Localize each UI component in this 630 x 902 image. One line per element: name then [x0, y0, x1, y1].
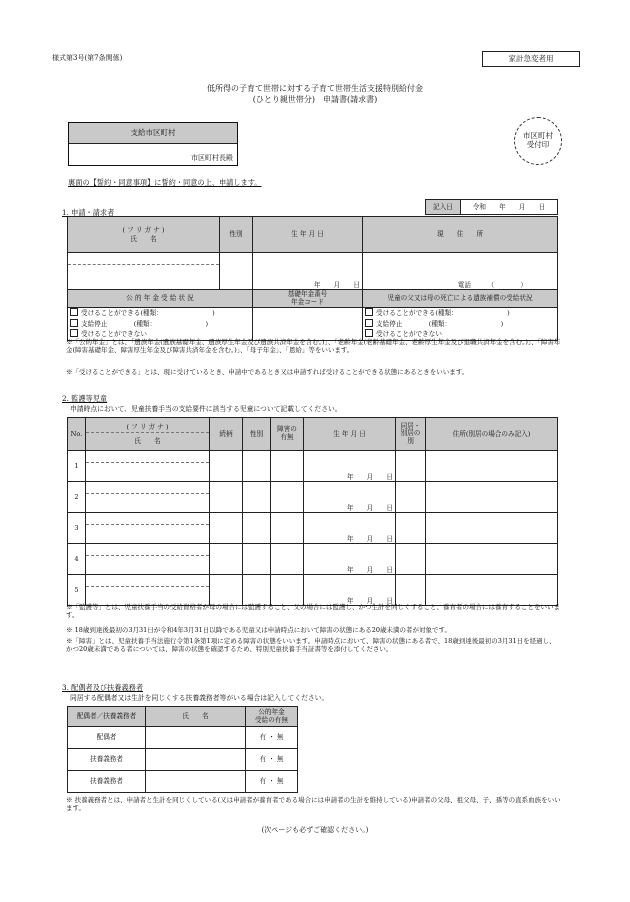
- child-name-input[interactable]: [86, 482, 210, 513]
- child-name-input[interactable]: [86, 544, 210, 575]
- gender-header: 性別: [220, 217, 253, 253]
- child-birthdate-input[interactable]: 年 月 日: [304, 575, 396, 606]
- child-cohabit-input[interactable]: [396, 575, 426, 606]
- col-birthdate: 生 年 月 日: [304, 418, 396, 451]
- child-relation-input[interactable]: [210, 544, 243, 575]
- child-gender-input[interactable]: [243, 544, 271, 575]
- pension-option-receivable[interactable]: 受けることができる(種類： ): [70, 308, 250, 319]
- child-disability-input[interactable]: [271, 513, 304, 544]
- furigana-label: ( フ リ ガ ナ ): [122, 226, 165, 235]
- role-dependent: 扶養義務者: [68, 749, 146, 771]
- col-furigana-name: [86, 418, 210, 451]
- checkbox[interactable]: [70, 319, 78, 327]
- section2-note-2: ※ 18歳到達後最初の3月31日が令和4年3月31日以降である児童又は申請時点において障害の状態にある20歳未満の者が対象です。: [66, 626, 452, 634]
- child-gender-input[interactable]: [243, 482, 271, 513]
- table-row: [68, 575, 558, 606]
- child-address-input[interactable]: [426, 451, 558, 482]
- section1-note-2: ※「受けることができる」とは、現に受けているとき、申請中であるとき又は申請すれば受けることができる状態にあるときをいいます。: [66, 368, 469, 376]
- title-line-1: 低所得の子育て世帯に対する子育て世帯生活支援特別給付金: [207, 84, 423, 93]
- row-number: 1: [68, 451, 86, 482]
- checkbox[interactable]: [365, 319, 373, 327]
- child-cohabit-input[interactable]: [396, 451, 426, 482]
- pension-number-header: 基礎年金番号 年金コード: [253, 290, 363, 308]
- municipality-box: [68, 122, 238, 166]
- section3-note: ※ 扶養義務者とは、申請者と生計を同じくしている(又は申請者が養育者である場合には申請者の生計を維持している)申請者の父母、祖父母、子、孫等の直系血族をいいます。: [66, 796, 561, 813]
- checkbox[interactable]: [70, 329, 78, 337]
- row-number: 2: [68, 482, 86, 513]
- section1-heading: 1. 申請・請求者: [62, 208, 115, 217]
- stamp-line-2: 受付印: [526, 140, 550, 150]
- birthdate-input[interactable]: 年 月 日: [253, 253, 363, 290]
- child-name-input[interactable]: [86, 451, 210, 482]
- table-row: [68, 544, 558, 575]
- child-cohabit-input[interactable]: [396, 544, 426, 575]
- bereaved-option-receivable[interactable]: 受けることができる(種類： ): [365, 308, 555, 319]
- section3-heading: 3. 配偶者及び扶養義務者: [62, 683, 144, 692]
- name-label: 氏 名: [130, 234, 157, 243]
- child-disability-input[interactable]: [271, 451, 304, 482]
- child-name-input[interactable]: [86, 575, 210, 606]
- table-row: [68, 482, 558, 513]
- child-disability-input[interactable]: [271, 482, 304, 513]
- bereaved-option-suspended[interactable]: 支給停止 (種類： ): [365, 319, 555, 330]
- col-disability: 障害の 有無: [271, 418, 304, 451]
- reception-stamp: [514, 117, 562, 165]
- role-dependent: 扶養義務者: [68, 771, 146, 793]
- municipality-label: 支給市区町村: [69, 123, 237, 144]
- bereaved-status-header: 児童の父又は母の死亡による遺族補償の受給状況: [363, 290, 558, 308]
- pension-number-input[interactable]: [253, 308, 363, 341]
- table-row: [68, 749, 298, 771]
- table-row: [68, 513, 558, 544]
- child-address-input[interactable]: [426, 544, 558, 575]
- entry-date: [425, 199, 558, 215]
- child-relation-input[interactable]: [210, 575, 243, 606]
- child-gender-input[interactable]: [243, 513, 271, 544]
- child-birthdate-input[interactable]: 年 月 日: [304, 451, 396, 482]
- col-no: No.: [68, 418, 86, 451]
- phone-input[interactable]: 電話 （ ）: [363, 253, 558, 290]
- children-table: [67, 417, 558, 606]
- pension-status-header: 公 的 年 金 受 給 状 況: [68, 290, 253, 308]
- section2-heading: 2. 監護等児童: [62, 394, 108, 403]
- bereaved-option-none[interactable]: 受けることができない: [365, 329, 555, 340]
- child-address-input[interactable]: [426, 513, 558, 544]
- mayor-label: 市区町村長殿: [191, 154, 233, 163]
- col-name: 氏 名: [134, 436, 161, 445]
- col-relation: 続柄: [210, 418, 243, 451]
- stamp-line-1: 市区町村: [523, 131, 553, 140]
- child-relation-input[interactable]: [210, 451, 243, 482]
- row-number: 5: [68, 575, 86, 606]
- applicant-table: [67, 216, 558, 341]
- gender-input[interactable]: [220, 253, 253, 290]
- child-birthdate-input[interactable]: 年 月 日: [304, 513, 396, 544]
- col-gender: 性別: [243, 418, 271, 451]
- row-number: 3: [68, 513, 86, 544]
- address-header: 現 住 所: [363, 217, 558, 253]
- table-row: [68, 771, 298, 793]
- col-address: 住所(別居の場合のみ記入): [426, 418, 558, 451]
- birthdate-header: 生 年 月 日: [253, 217, 363, 253]
- dependent-name-input[interactable]: [146, 727, 246, 749]
- pension-yes-no[interactable]: 有 ・ 無: [246, 771, 298, 793]
- section2-intro: 申請時点において、児童扶養手当の支給要件に該当する児童について記載してください。: [70, 405, 342, 413]
- col-furigana: ( フ リ ガ ナ ): [86, 423, 209, 432]
- bereaved-options[interactable]: [363, 308, 558, 341]
- furigana-name-header: [68, 217, 220, 253]
- row-number: 4: [68, 544, 86, 575]
- footer-note: (次ページも必ずご確認ください。): [261, 826, 369, 834]
- child-cohabit-input[interactable]: [396, 482, 426, 513]
- entry-date-label: 記入日: [426, 200, 461, 215]
- child-relation-input[interactable]: [210, 482, 243, 513]
- child-relation-input[interactable]: [210, 513, 243, 544]
- role-spouse: 配偶者: [68, 727, 146, 749]
- col-role: 配偶者／扶養義務者: [68, 707, 146, 727]
- child-birthdate-input[interactable]: 年 月 日: [304, 482, 396, 513]
- pension-option-suspended[interactable]: 支給停止 (種類： ): [70, 319, 250, 330]
- section2-note-1: ※「監護等」とは、児童扶養手当の受給資格者が母の場合には監護すること、父の場合には監護し、かつ生計を同じくすること、養育者の場合には養育することをいいます。: [66, 603, 560, 620]
- pension-yes-no[interactable]: 有 ・ 無: [246, 749, 298, 771]
- oath-statement: 裏面の【誓約・同意事項】に誓約・同意の上、申請します。: [68, 178, 262, 187]
- child-gender-input[interactable]: [243, 451, 271, 482]
- checkbox[interactable]: [365, 329, 373, 337]
- emergency-badge: 家計急変者用: [482, 51, 580, 67]
- pension-option-none[interactable]: 受けることができない: [70, 329, 250, 340]
- child-address-input[interactable]: [426, 482, 558, 513]
- entry-date-value[interactable]: 令和 年 月 日: [461, 200, 558, 215]
- child-name-input[interactable]: [86, 513, 210, 544]
- name-input[interactable]: [68, 253, 220, 290]
- child-gender-input[interactable]: [243, 575, 271, 606]
- title-line-2: (ひとり親世帯分) 申請書(請求書): [252, 95, 378, 104]
- child-cohabit-input[interactable]: [396, 513, 426, 544]
- dependents-table: [67, 706, 298, 793]
- child-address-input[interactable]: [426, 575, 558, 606]
- table-row: [68, 451, 558, 482]
- section1-note-1: ※「公的年金」とは、「遺族年金(遺族基礎年金、遺族厚生年金及び遺族共済年金を含む。)」、「老齢年金(老齢基礎年金、老齢厚生年金及び退職共済年金を含む。)」、「障害年金(障害基礎年金、障害厚生年金及び障害共済年金を含む。)」、「母子年金」、「恩給」等をいいます。: [66, 338, 561, 355]
- col-name: 氏 名: [146, 707, 246, 727]
- form-number: 様式第3号(第7条関係): [52, 54, 123, 62]
- pension-options[interactable]: [68, 308, 253, 341]
- table-row: [68, 727, 298, 749]
- child-birthdate-input[interactable]: 年 月 日: [304, 544, 396, 575]
- col-pension: 公的年金 受給の有無: [246, 707, 298, 727]
- dependent-name-input[interactable]: [146, 749, 246, 771]
- dependent-name-input[interactable]: [146, 771, 246, 793]
- child-disability-input[interactable]: [271, 544, 304, 575]
- checkbox[interactable]: [365, 308, 373, 316]
- section3-intro: 同居する配偶者又は生計を同じくする扶養義務者等がいる場合は記入してください。: [70, 694, 329, 702]
- checkbox[interactable]: [70, 308, 78, 316]
- child-disability-input[interactable]: [271, 575, 304, 606]
- col-cohabit: 同居・ 別居の 別: [396, 418, 426, 451]
- section2-note-3: ※「障害」とは、児童扶養手当法施行令第1条第1項に定める障害の状態をいいます。申請時点において、障害の状態にある者で、18歳到達後最初の3月31日を経過し、かつ20歳未満である者については、障害の状態を確認するため、特別児童扶養手当証書等を添付してください。: [66, 637, 556, 654]
- pension-yes-no[interactable]: 有 ・ 無: [246, 727, 298, 749]
